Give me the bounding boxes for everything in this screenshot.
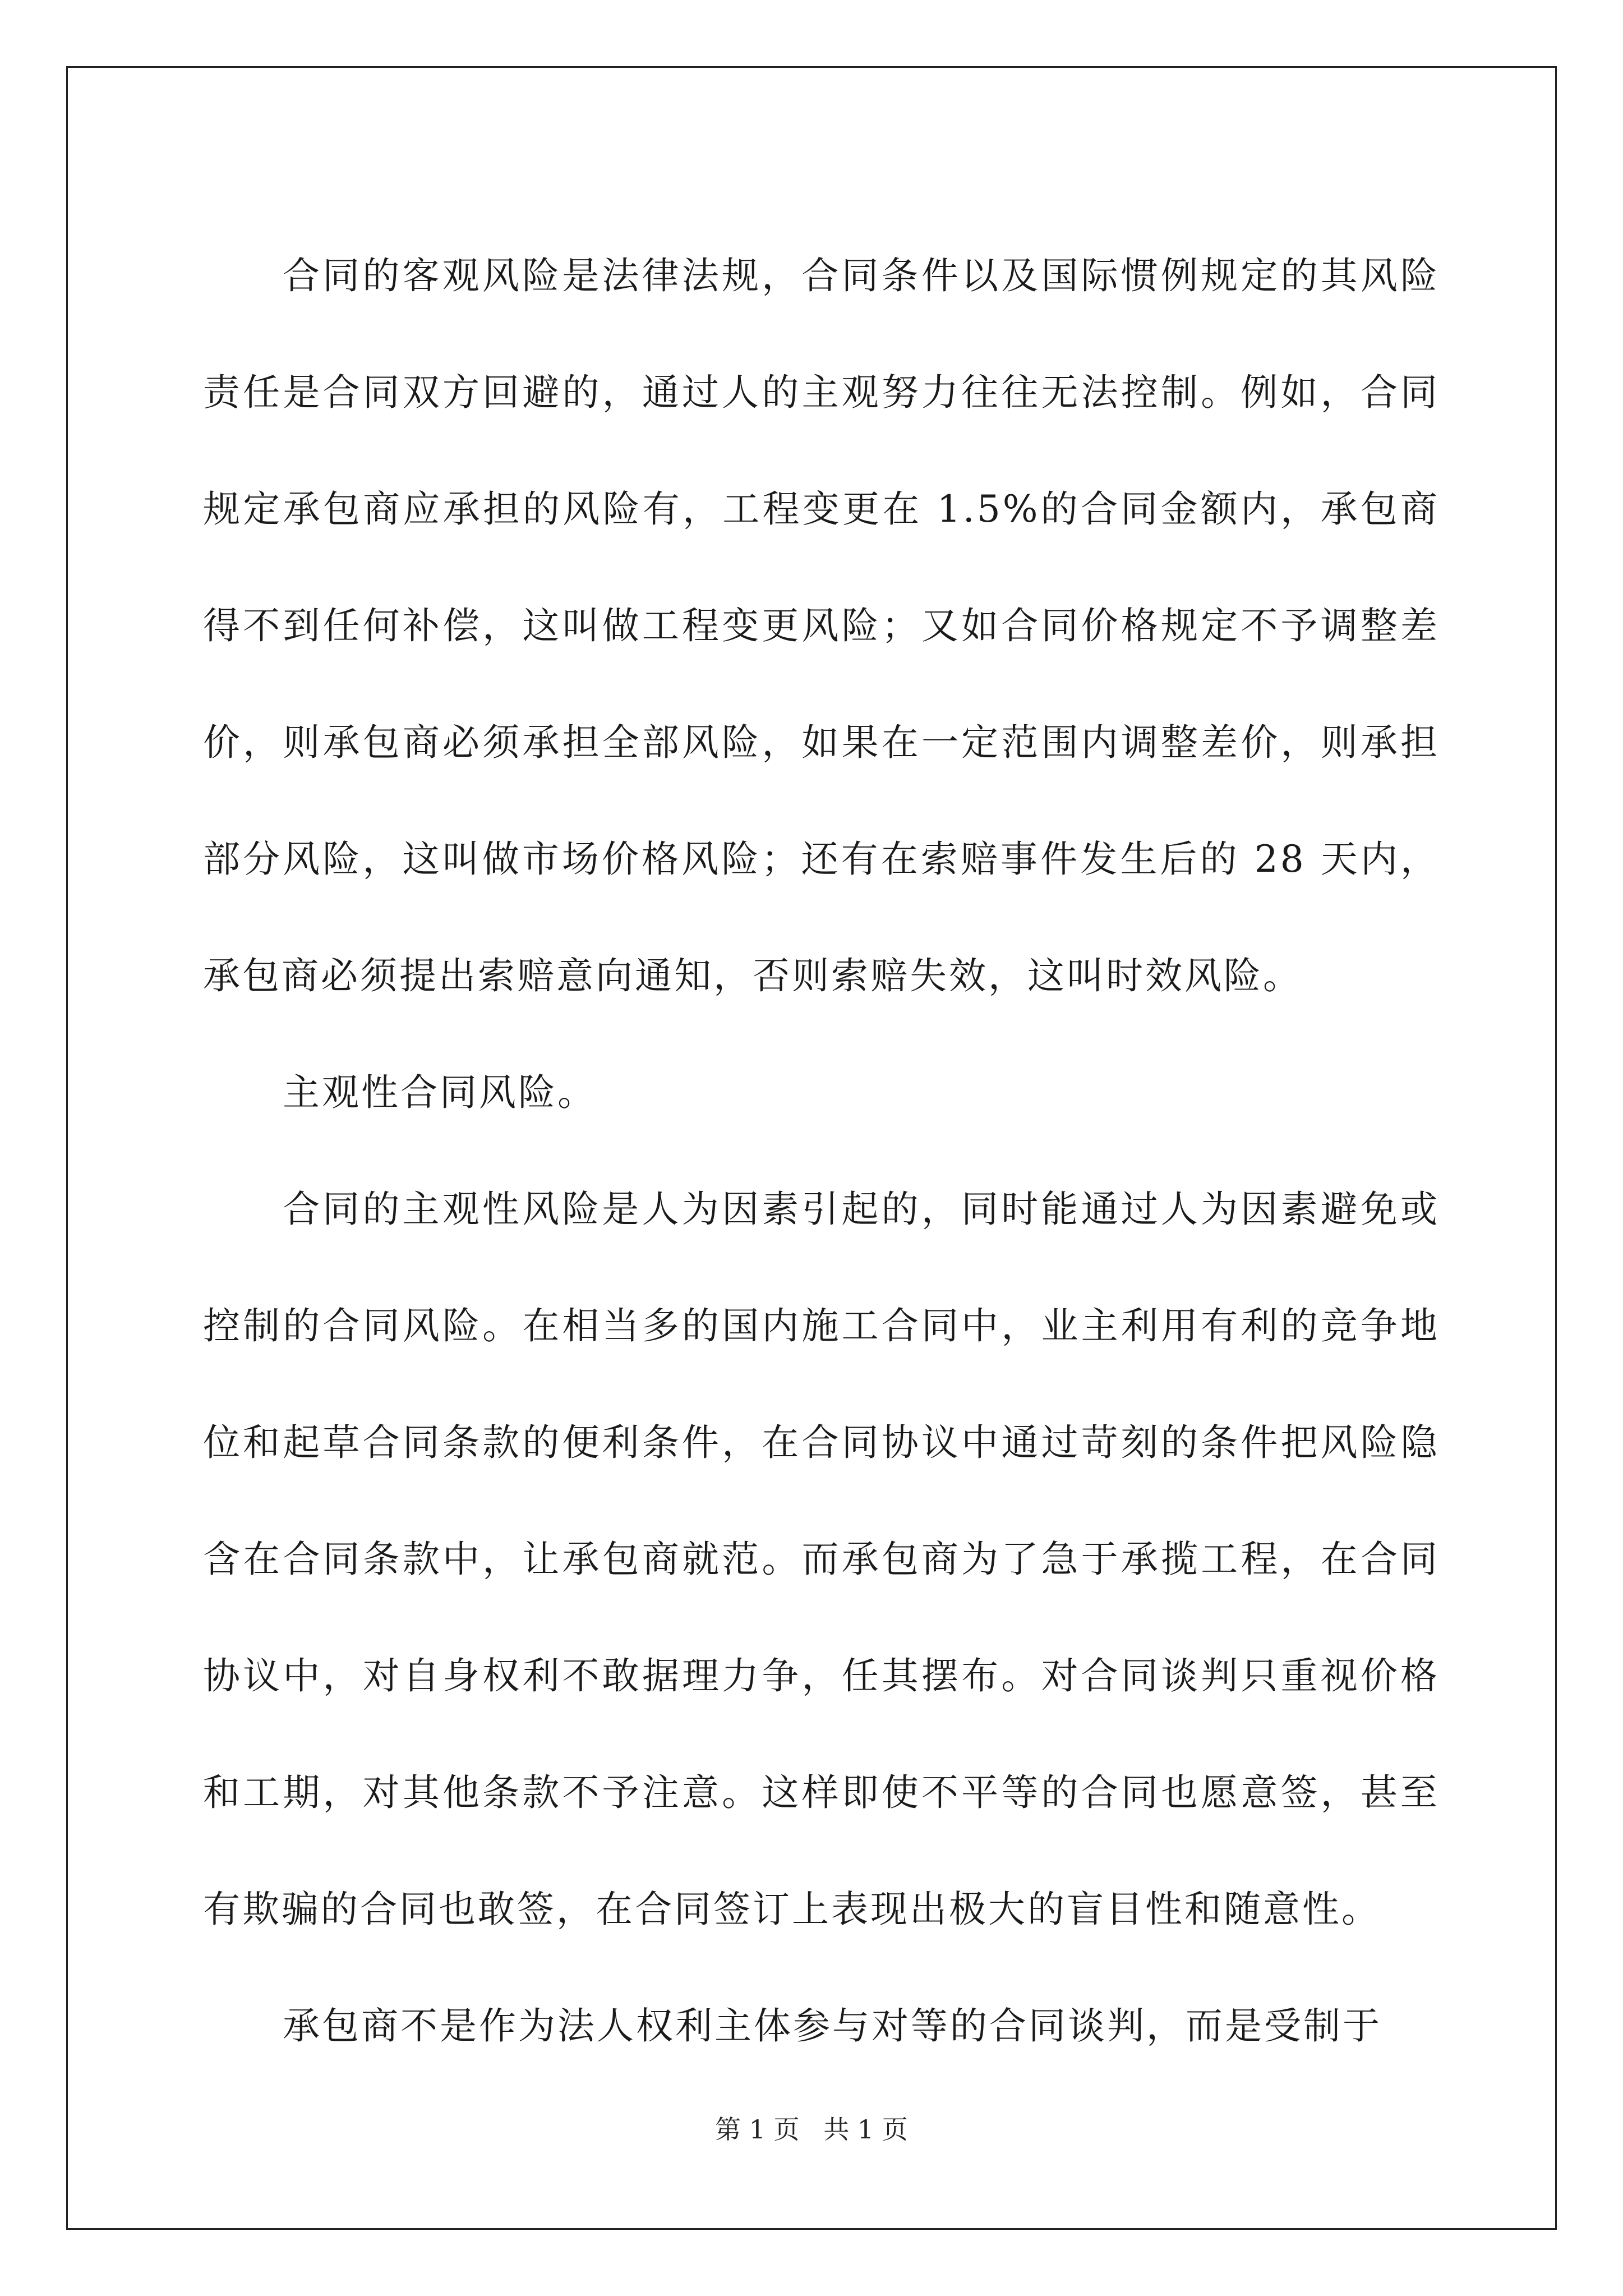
page-footer xyxy=(0,2109,1623,2146)
paragraph-subjective-risk: 合同的主观性风险是人为因素引起的，同时能通过人为因素避免或控制的合同风险。在相当多的国内施工合同中，业主利用有利的竞争地位和起草合同条款的便利条件，在合同协议中通过苛刻的条件把风险隐含在合同条款中，让承包商就范。而承包商为了急于承揽工程，在合同协议中，对自身权利不敢据理力争，任其摆布。对合同谈判只重视价格和工期，对其他条款不予注意。这样即使不平等的合同也愿意签，甚至有欺骗的合同也敢签，在合同签订上表现出极大的盲目性和随意性。 xyxy=(203,1188,1440,1931)
page-number: 第 1 页 xyxy=(715,2114,800,2145)
paragraph-contractor: 承包商不是作为法人权利主体参与对等的合同谈判，而是受制于 xyxy=(283,2004,1382,2047)
document-body xyxy=(203,218,1440,2085)
paragraph-subjective-heading: 主观性合同风险。 xyxy=(283,1071,597,1114)
paragraph-objective-risk: 合同的客观风险是法律法规，合同条件以及国际惯例规定的其风险责任是合同双方回避的，通过人的主观努力往往无法控制。例如，合同规定承包商应承担的风险有，工程变更在 1.5%的合同金额内，承包商得不到任何补偿，这叫做工程变更风险；又如合同价格规定不予调整差价，则承包商必须承担全部风险，如果在一定范围内调整差价，则承担部分风险，这叫做市场价格风险；还有在索赔事件发生后的 28 天内，承包商必须提出索赔意向通知，否则索赔失效，这叫时效风险。 xyxy=(203,254,1440,997)
page-total: 共 1 页 xyxy=(823,2114,908,2145)
